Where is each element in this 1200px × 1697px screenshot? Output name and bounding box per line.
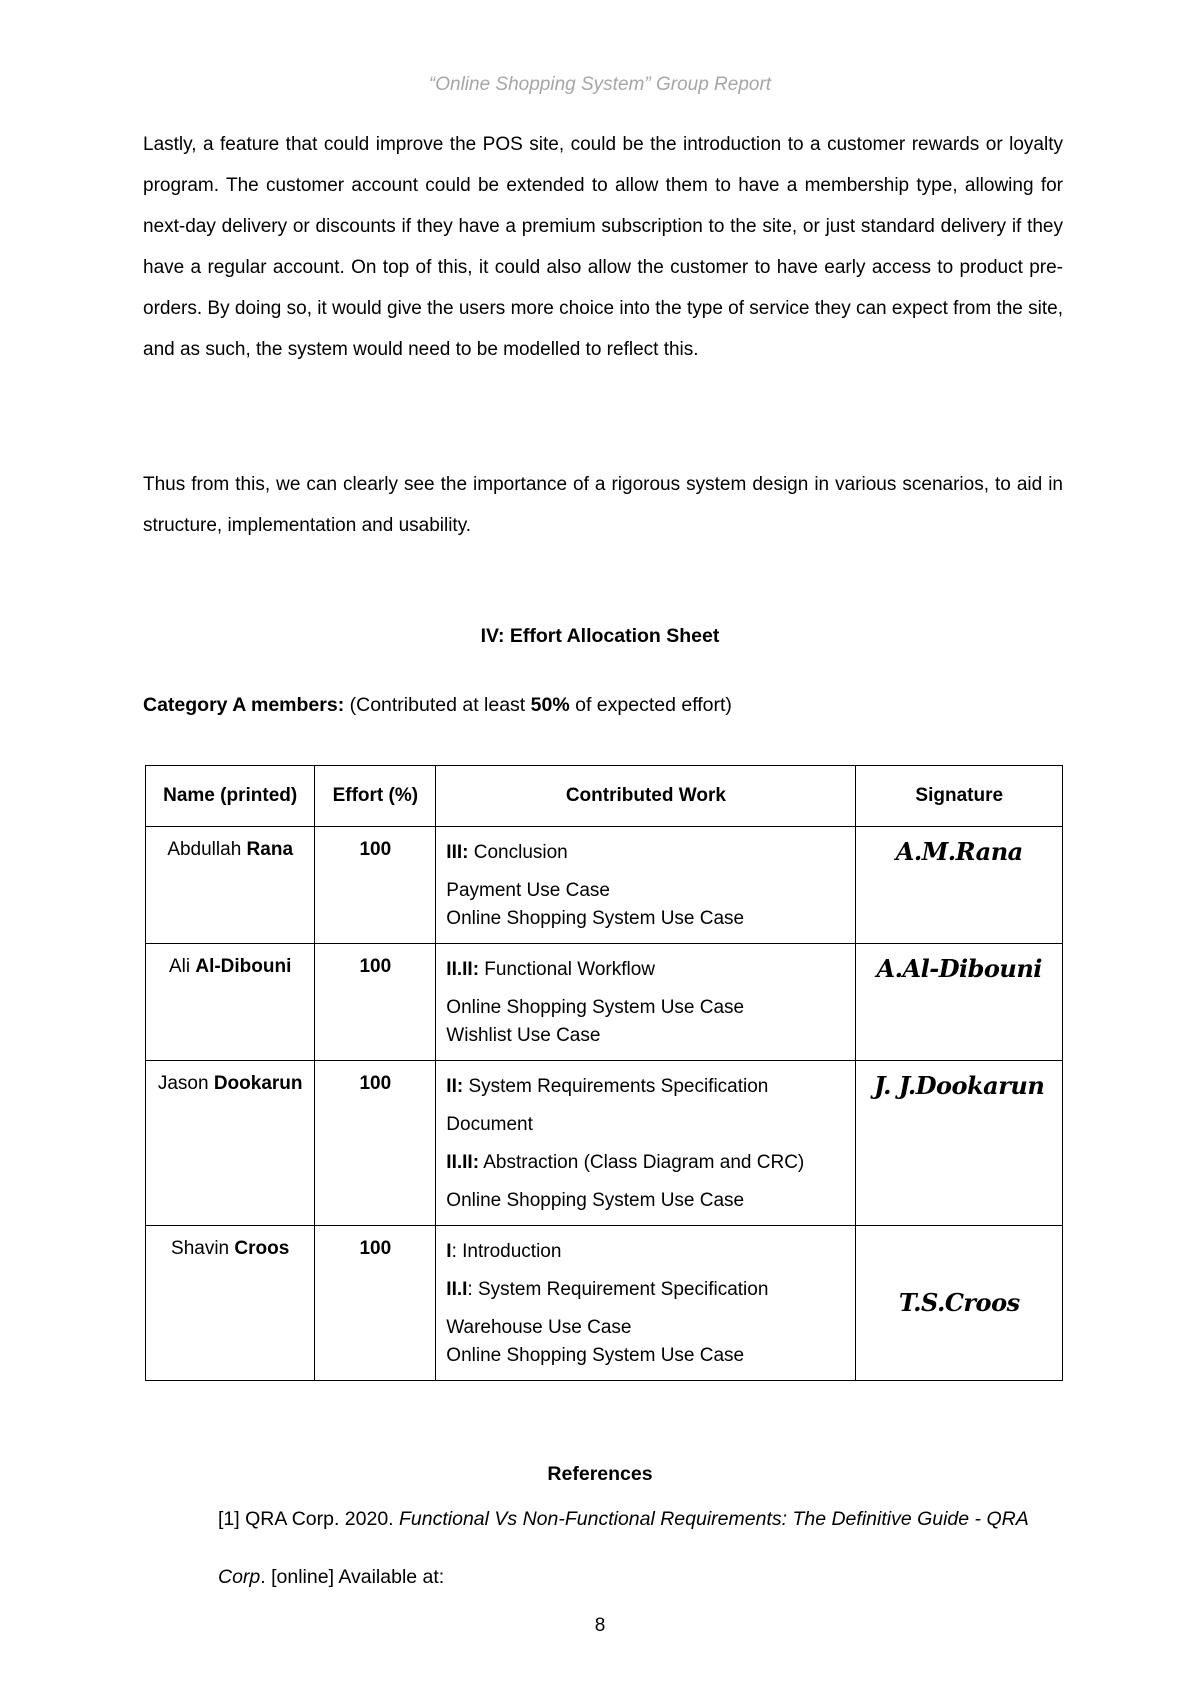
table-header-row <box>146 766 1063 827</box>
category-pre: (Contributed at least <box>349 694 526 716</box>
member-effort: 100 <box>315 1061 436 1226</box>
table-row <box>146 1061 1063 1226</box>
category-line <box>143 694 732 717</box>
category-percent: 50% <box>530 694 570 716</box>
category-post: of expected effort) <box>575 694 732 716</box>
header-work: Contributed Work <box>436 766 856 827</box>
member-signature: A.M.Rana <box>856 827 1063 944</box>
table-row <box>146 827 1063 944</box>
member-signature: A.Al-Dibouni <box>856 944 1063 1061</box>
table-row <box>146 1226 1063 1381</box>
references-title: References <box>547 1463 653 1485</box>
paragraph-loyalty-program: Lastly, a feature that could improve the POS site, could be the introduction to a customer rewards or loyalty program. The customer account could be extended to allow them to have a membership type, allowing for next-day delivery or discounts if they have a premium subscription to the site, or just standard delivery if they have a regular account. On top of this, it could also allow the customer to have early access to product pre-orders. By doing so, it would give the users more choice into the type of service they can expect from the site, and as such, the system would need to be modelled to reflect this. <box>143 134 1063 360</box>
paragraph-conclusion: Thus from this, we can clearly see the importance of a rigorous system design in various scenarios, to aid in structure, implementation and usability. <box>143 474 1063 536</box>
member-name: Ali Al-Dibouni <box>146 944 315 1061</box>
table-row <box>146 944 1063 1061</box>
member-work: II: System Requirements Specification Document II.II: Abstraction (Class Diagram and CRC) Online Shopping System Use Case <box>436 1061 856 1226</box>
running-header: “Online Shopping System” Group Report <box>428 74 772 95</box>
effort-section-title: IV: Effort Allocation Sheet <box>480 625 720 647</box>
member-name: Abdullah Rana <box>146 827 315 944</box>
member-effort: 100 <box>315 944 436 1061</box>
member-work: I: Introduction II.I: System Requirement Specification Warehouse Use Case Online Shopping System Use Case <box>436 1226 856 1381</box>
header-signature: Signature <box>856 766 1063 827</box>
header-name: Name (printed) <box>146 766 315 827</box>
member-name: Shavin Croos <box>146 1226 315 1381</box>
member-name: Jason Dookarun <box>146 1061 315 1226</box>
member-effort: 100 <box>315 1226 436 1381</box>
member-signature: T.S.Croos <box>856 1226 1063 1381</box>
effort-allocation-table <box>145 765 1063 1381</box>
category-label: Category A members: <box>143 694 345 716</box>
header-effort: Effort (%) <box>315 766 436 827</box>
member-signature: J. J.Dookarun <box>856 1061 1063 1226</box>
member-work: II.II: Functional Workflow Online Shopping System Use Case Wishlist Use Case <box>436 944 856 1061</box>
member-work: III: Conclusion Payment Use Case Online Shopping System Use Case <box>436 827 856 944</box>
member-effort: 100 <box>315 827 436 944</box>
page-number: 8 <box>594 1615 606 1636</box>
reference-entry: [1] QRA Corp. 2020. Functional Vs Non-Functional Requirements: The Definitive Guide - QRA Corp. [online] Available at: <box>218 1508 1029 1588</box>
